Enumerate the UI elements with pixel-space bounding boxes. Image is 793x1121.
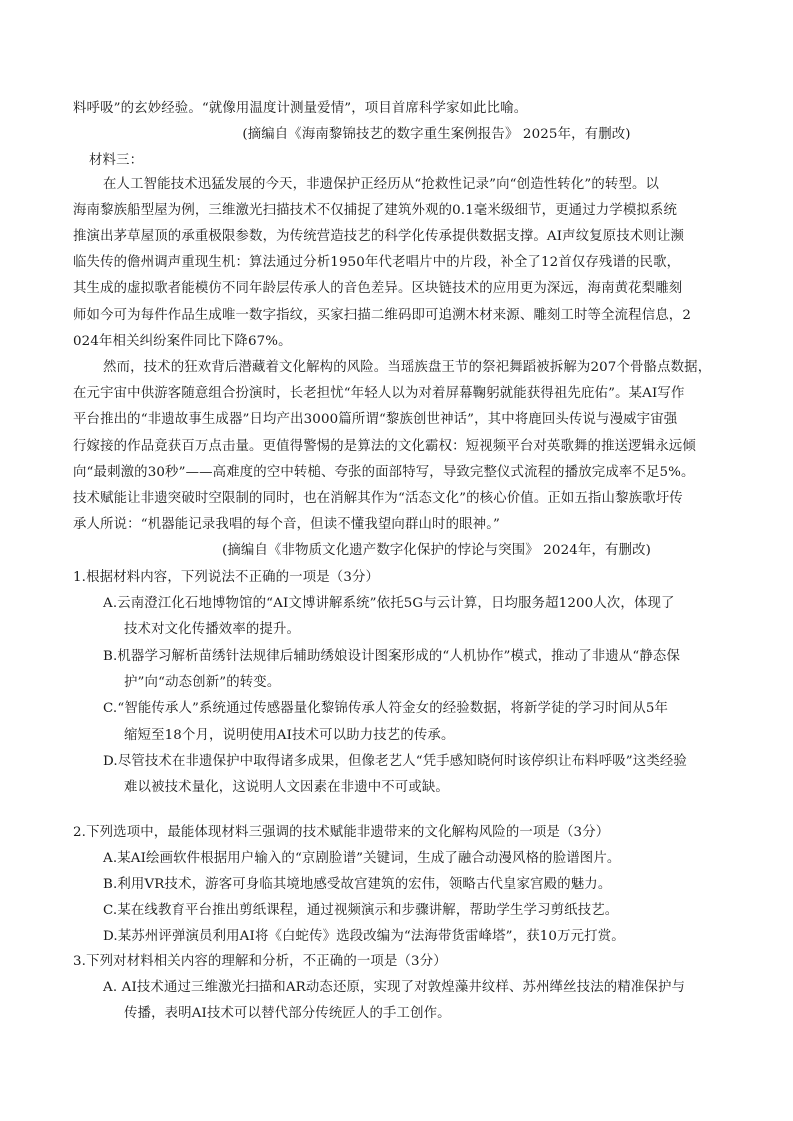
material3-p2-line: 平台推出的“非遗故事生成器”日均产出3000篇所谓“黎族创世神话”，其中将鹿回头传说与漫威宇宙强 [73, 412, 678, 427]
question-1-option-d[interactable]: D.尽管技术在非遗保护中取得诸多成果，但像老艺人“凭手感知晓何时该停织让布料呼吸”这类经验 [103, 754, 687, 769]
material3-source: (摘编自《非物质文化遗产数字化保护的悖论与突围》 2024年，有删改) [222, 543, 651, 558]
material3-p1-line: 师如今可为每件作品生成唯一数字指纹，买家扫描二维码即可追溯木材来源、雕刻工时等全流程信息，2 [73, 308, 691, 323]
material3-p2-line: 承人所说：“机器能记录我唱的每个音，但读不懂我望向群山时的眼神。” [73, 517, 501, 532]
question-1-option-b[interactable]: B.机器学习解析苗绣针法规律后辅助绣娘设计图案形成的“人机协作”模式，推动了非遗从“静态保 [103, 649, 681, 664]
question-2-stem: 2.下列选项中，最能体现材料三强调的技术赋能非遗带来的文化解构风险的一项是（3分） [73, 825, 610, 840]
material3-p1-line: 在人工智能技术迅猛发展的今天，非遗保护正经历从“抢救性记录”向“创造性转化”的转型。以 [103, 177, 660, 192]
question-2-option-d[interactable]: D.某苏州评弹演员利用AI将《白蛇传》选段改编为“法海带货雷峰塔”，获10万元打赏。 [103, 929, 625, 944]
question-1-option-a-cont: 技术对文化传播效率的提升。 [124, 622, 301, 637]
question-2-option-a[interactable]: A.某AI绘画软件根据用户输入的“京剧脸谱”关键词，生成了融合动漫风格的脸谱图片。 [103, 851, 621, 866]
material3-p1-line: 其生成的虚拟歌者能模仿不同年龄层传承人的音色差异。区块链技术的应用更为深远，海南黄花梨雕刻 [73, 281, 683, 296]
material2-tail-line: 料呼吸”的玄妙经验。“就像用温度计测量爱情”，项目首席科学家如此比喻。 [73, 101, 528, 116]
question-3-option-a-cont: 传播，表明AI技术可以替代部分传统匠人的手工创作。 [124, 1006, 451, 1021]
material3-p2-line: 然而，技术的狂欢背后潜藏着文化解构的风险。当瑶族盘王节的祭祀舞蹈被拆解为207个骨骼点数据， [103, 360, 712, 375]
question-3-option-a[interactable]: A. AI技术通过三维激光扫描和AR动态还原，实现了对敦煌藻井纹样、苏州缂丝技法的精准保护与 [103, 980, 686, 995]
material2-source: (摘编自《海南黎锦技艺的数字重生案例报告》 2025年，有删改) [242, 127, 631, 142]
question-3-stem: 3.下列对材料相关内容的理解和分析，不正确的一项是（3分） [73, 954, 447, 969]
material3-p2-line: 行嫁接的作品竟获百万点击量。更值得警惕的是算法的文化霸权：短视频平台对英歌舞的推送逻辑永远倾 [73, 439, 696, 454]
material3-p2-line: 技术赋能让非遗突破时空限制的同时，也在消解其作为“活态文化”的核心价值。正如五指山黎族歌圩传 [73, 491, 683, 506]
question-1-option-c-cont: 缩短至18个月，说明使用AI技术可以助力技艺的传承。 [124, 728, 455, 743]
question-1-option-c[interactable]: C.“智能传承人”系统通过传感器量化黎锦传承人符金女的经验数据，将新学徒的学习时间从5年 [103, 701, 669, 716]
material3-p2-line: 向“最刺激的30秒”——高难度的空中转槌、夸张的面部特写，导致完整仪式流程的播放完成率不足5%。 [73, 465, 695, 480]
material3-heading: 材料三： [89, 153, 144, 168]
material3-p1-line: 推演出茅草屋顶的承重极限参数，为传统营造技艺的科学化传承提供数据支撑。AI声纹复原技术则让濒 [73, 229, 685, 244]
material3-p1-line: 海南黎族船型屋为例，三维激光扫描技术不仅捕捉了建筑外观的0.1毫米级细节，更通过力学模拟系统 [73, 203, 677, 218]
material3-p1-line: 临失传的儋州调声重现生机：算法通过分析1950年代老唱片中的片段，补全了12首仅存残谱的民歌， [73, 255, 681, 270]
question-2-option-c[interactable]: C.某在线教育平台推出剪纸课程，通过视频演示和步骤讲解，帮助学生学习剪纸技艺。 [103, 903, 619, 918]
question-1-stem: 1.根据材料内容，下列说法不正确的一项是（3分） [73, 570, 380, 585]
material3-p2-line: 在元宇宙中供游客随意组合扮演时，长老担忧“年轻人以为对着屏幕鞠躬就能获得祖先庇佑”。某AI写作 [73, 386, 685, 401]
question-1-option-a[interactable]: A.云南澄江化石地博物馆的“AI文博讲解系统”依托5G与云计算，日均服务超1200人次，体现了 [103, 596, 675, 611]
question-1-option-b-cont: 护”向“动态创新”的转变。 [124, 675, 281, 690]
question-2-option-b[interactable]: B.利用VR技术，游客可身临其境地感受故宫建筑的宏伟，领略古代皇家宫殿的魅力。 [103, 877, 612, 892]
material3-p1-line: 024年相关纠纷案件同比下降67%。 [73, 334, 292, 349]
question-1-option-d-cont: 难以被技术量化，这说明人文因素在非遗中不可或缺。 [124, 780, 449, 795]
